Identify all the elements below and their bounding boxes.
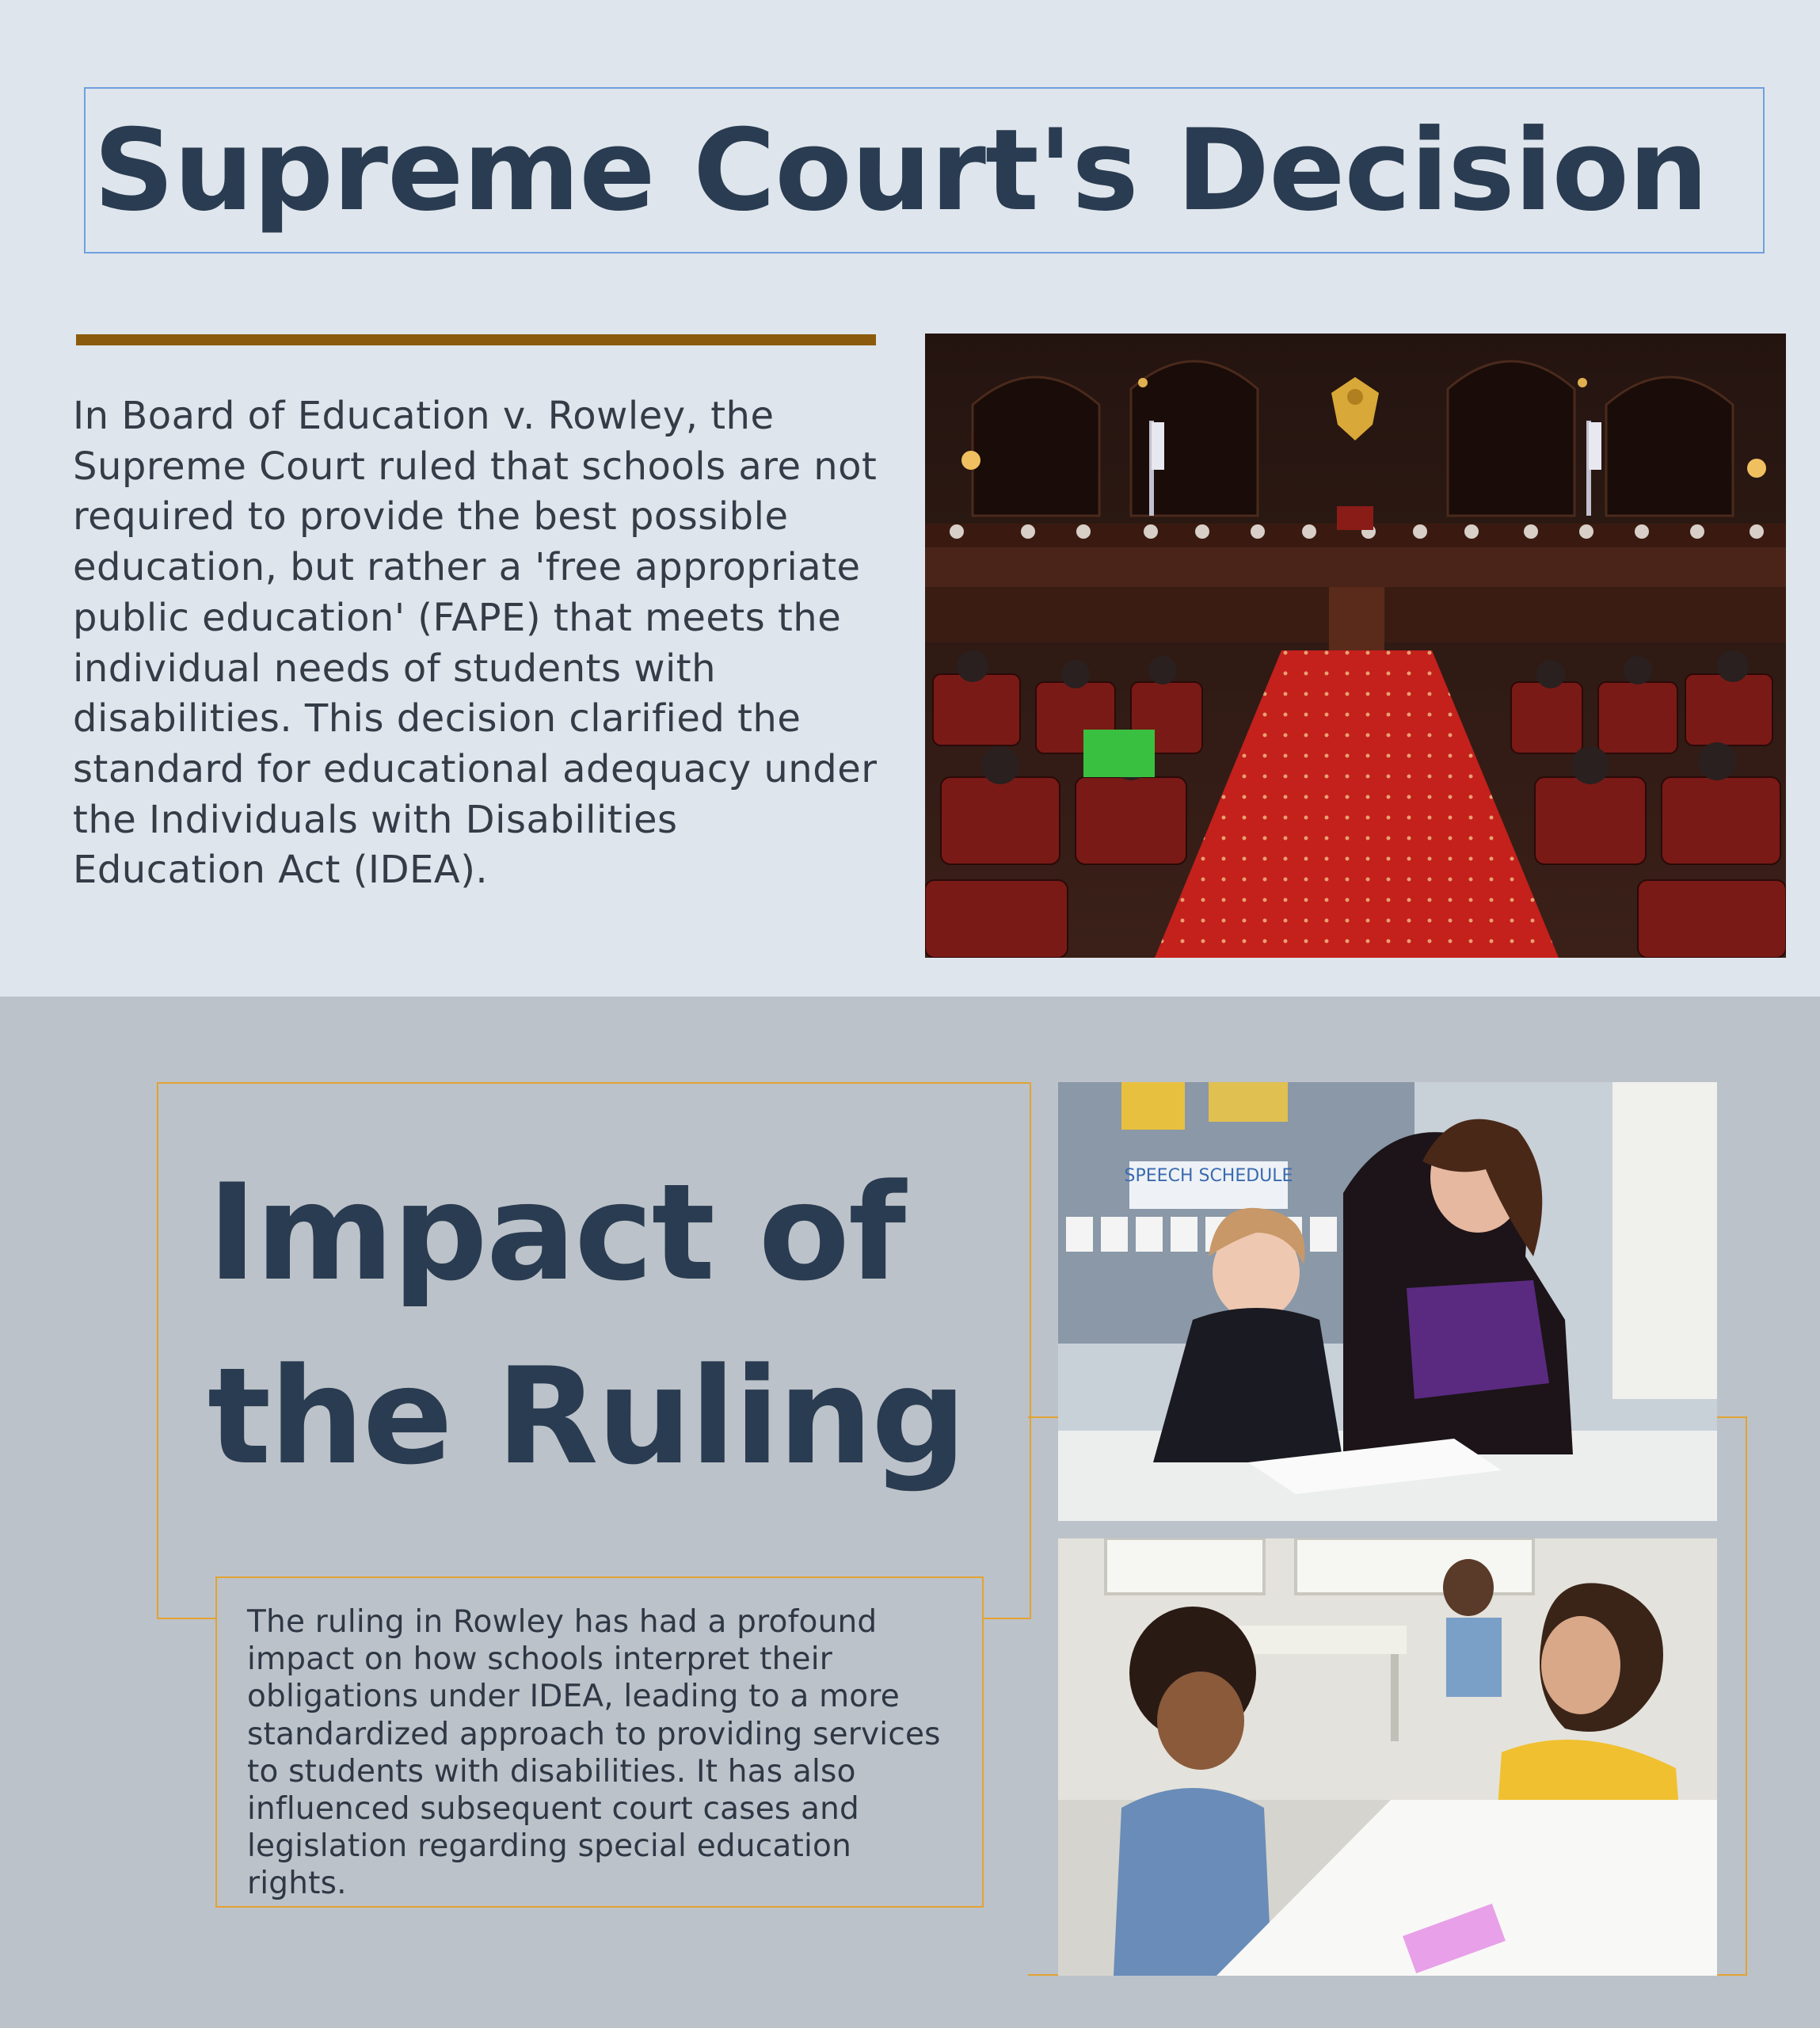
accent-divider bbox=[76, 334, 876, 345]
page-title: Supreme Court's Decision bbox=[93, 105, 1708, 236]
impact-heading-line2: the Ruling bbox=[208, 1339, 965, 1494]
impact-heading-line1: Impact of bbox=[208, 1155, 905, 1310]
title-box bbox=[84, 87, 1765, 254]
decision-paragraph: In Board of Education v. Rowley, the Supreme Court ruled that schools are not required to provide the best possible education, but rather a 'free appropriate public education' (FAPE) that meets the individual needs of students with disabilities. This decision clarified the standard for educational adequacy under the Individuals with Disabilities Education Act (IDEA). bbox=[73, 394, 878, 893]
classroom-photo-sign-language bbox=[1058, 1538, 1717, 1976]
impact-paragraph: The ruling in Rowley has had a profound impact on how schools interpret their obligations under IDEA, leading to a more standardized approach to providing services to students with disabilities. It has also influenced subsequent court cases and legislation regarding special education rights. bbox=[247, 1604, 941, 1902]
courtroom-photo bbox=[925, 334, 1786, 958]
impact-heading bbox=[208, 1141, 965, 1508]
classroom-photo-teacher-girl bbox=[1058, 1082, 1717, 1521]
classroom-sign: SPEECH SCHEDULE bbox=[1124, 1166, 1293, 1186]
